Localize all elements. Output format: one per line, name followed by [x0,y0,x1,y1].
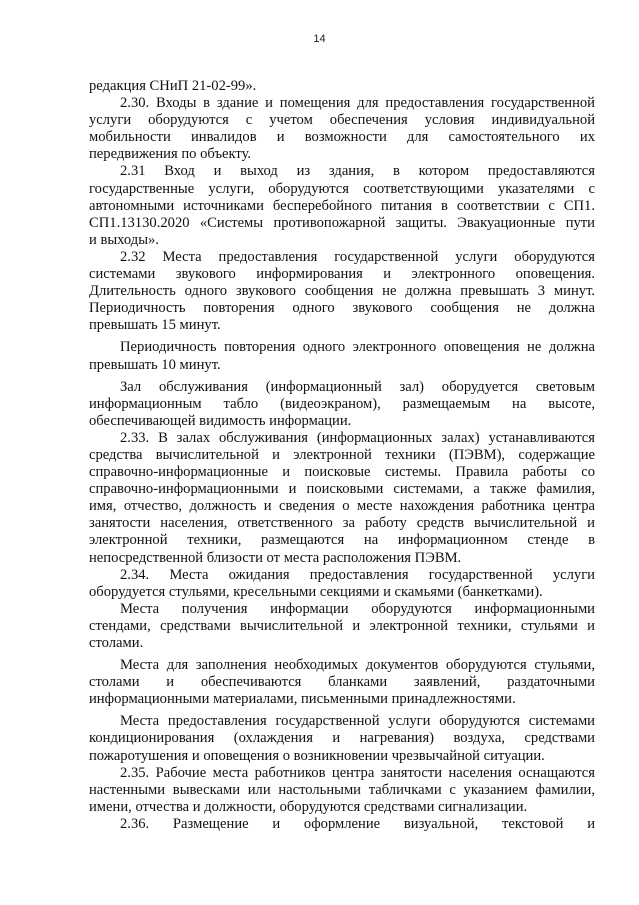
document-body [89,78,595,833]
text-line: редакция СНиП 21-02-99». [89,78,257,94]
text-line: системами звукового информирования и электронного оповещения. [89,266,595,283]
text-line: стендами, средствами вычислительной и электронной техники, стульями и [89,617,595,634]
text-line: справочно-информационные и поисковые системы. Правила работы со [89,464,595,481]
text-line: 2.35. Рабочие места работников центра занятости населения оснащаются [120,764,595,781]
text-line: информационными материалами, письменными принадлежностями. [89,691,516,708]
text-line: непосредственной близости от места расположения ПЭВМ. [89,549,462,566]
text-line: средства вычислительной и электронной техники (ПЭВМ), содержащие [89,446,595,463]
text-line: справочно-информационными и поисковыми системами, а также фамилия, [89,481,595,498]
text-line: имя, отчество, должность и сведения о месте нахождения работника центра [89,498,595,515]
text-line: превышать 15 минут. [89,317,221,334]
text-line: настенными вывесками или настольными табличками с указанием фамилии, [89,781,595,798]
text-line: имени, отчества и должности, оборудуются средствами сигнализации. [89,798,528,815]
text-line: Зал обслуживания (информационный зал) оборудуется световым [120,378,595,395]
text-line: и выходы». [89,231,159,248]
page-number: 14 [313,33,326,45]
text-line: электронной техники, размещаются на информационном стенде в [89,532,595,549]
text-line: превышать 10 минут. [89,356,221,373]
text-line: оборудуется стульями, кресельными секциями и скамьями (банкетками). [89,583,543,600]
text-line: Места предоставления государственной услуги оборудуются системами [120,713,595,730]
text-line: передвижения по объекту. [89,146,252,163]
text-line: СП1.13130.2020 «Системы противопожарной защиты. Эвакуационные пути [89,214,595,231]
text-line: кондиционирования (охлаждения и нагревания) воздуха, средствами [89,730,595,747]
text-line: 2.31 Вход и выход из здания, в котором предоставляются [120,163,595,180]
text-line: занятости населения, ответственного за работу средств вычислительной и [89,515,595,532]
text-line: Места для заполнения необходимых документов оборудуются стульями, [120,657,595,674]
text-line: Места получения информации оборудуются информационными [120,600,595,617]
text-line: Периодичность повторения одного звукового сообщения не должна [89,300,595,317]
text-line: обеспечивающей видимость информации. [89,412,352,429]
text-line: 2.33. В залах обслуживания (информационных залах) устанавливаются [120,429,595,446]
text-line: 2.34. Места ожидания предоставления государственной услуги [120,566,595,583]
text-line: 2.30. Входы в здание и помещения для предоставления государственной [120,95,595,112]
text-line: 2.32 Места предоставления государственной услуги оборудуются [120,248,595,265]
text-line: столами. [89,635,144,651]
text-line: Периодичность повторения одного электронного оповещения не должна [120,339,595,356]
text-line: столами и обеспечиваются бланками заявлений, раздаточными [89,674,595,691]
text-line: государственные услуги, оборудуются соответствующими указателями с [89,180,595,197]
text-line: услуги оборудуются с учетом обеспечения условия индивидуальной [89,112,595,129]
text-line: автономными источниками бесперебойного питания в соответствии с СП1. [89,197,595,214]
text-line: информационным табло (видеоэкраном), размещаемым на высоте, [89,395,595,412]
text-line: 2.36. Размещение и оформление визуальной, текстовой и [120,815,595,832]
text-line: мобильности инвалидов и возможности для самостоятельного их [89,129,595,146]
text-line: Длительность одного звукового сообщения не должна превышать 3 минут. [89,283,595,300]
text-line: пожаротушения и оповещения о возникновении чрезвычайной ситуации. [89,747,545,764]
